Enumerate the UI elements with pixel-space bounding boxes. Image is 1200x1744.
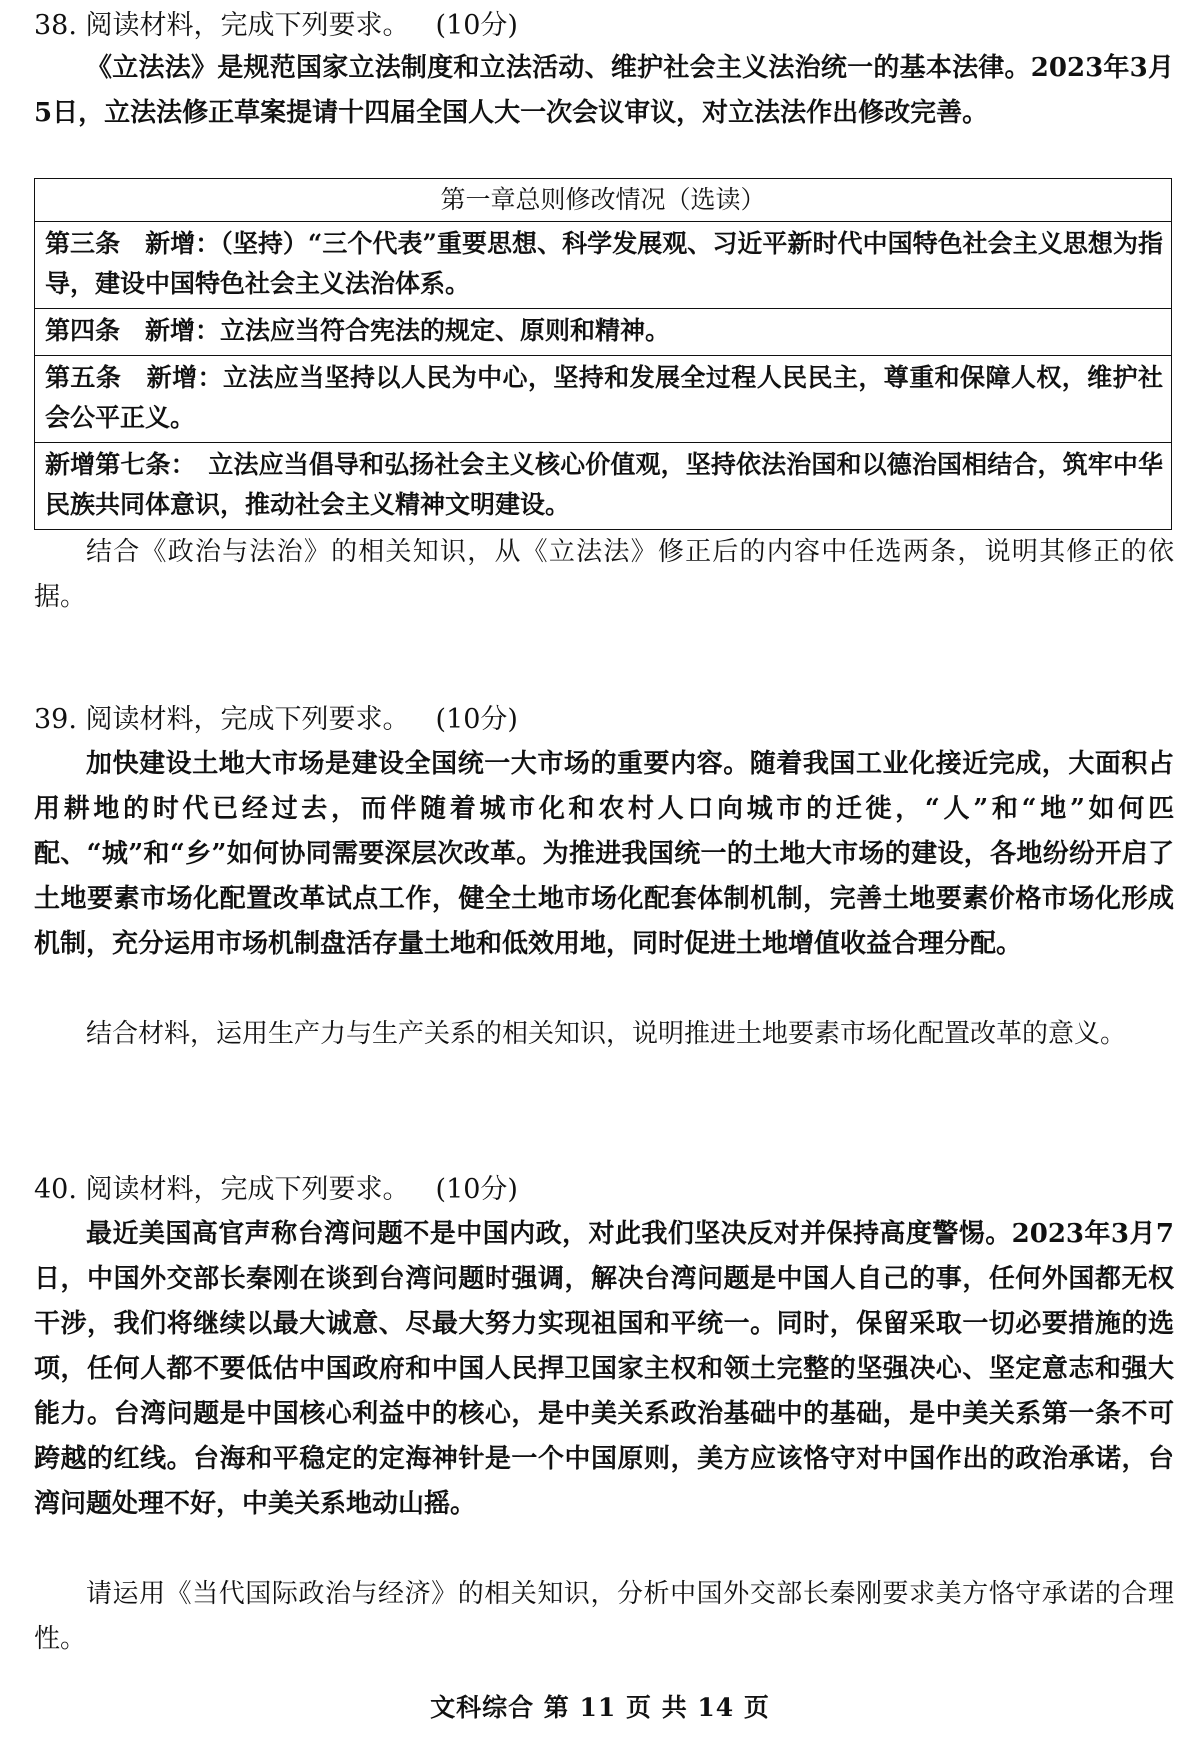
q38-intro: 《立法法》是规范国家立法制度和立法活动、维护社会主义法治统一的基本法律。2023年3月5日，立法法修正草案提请十四届全国人大一次会议审议，对立法法作出修改完善。 <box>34 53 1174 128</box>
q39-task: 结合材料，运用生产力与生产关系的相关知识，说明推进土地要素市场化配置改革的意义。 <box>86 1019 1127 1049</box>
table-caption: 第一章总则修改情况（选读） <box>35 179 1172 222</box>
q38-score: (10分) <box>435 10 518 41</box>
table-row <box>35 356 1172 443</box>
q39-head-text: 39. 阅读材料，完成下列要求。 <box>34 704 410 735</box>
q40-heading <box>34 1170 518 1210</box>
article-label: 第三条 新增： <box>45 229 221 258</box>
q38-heading <box>34 6 518 46</box>
table-row <box>35 222 1172 309</box>
article-label: 第五条 新增： <box>45 363 223 392</box>
q40-score: (10分) <box>435 1174 518 1205</box>
table-row <box>35 309 1172 356</box>
q38-task: 结合《政治与法治》的相关知识，从《立法法》修正后的内容中任选两条，说明其修正的依据。 <box>34 537 1174 612</box>
article-label: 新增第七条： <box>45 450 184 479</box>
article-text: 立法应当坚持以人民为中心，坚持和发展全过程人民民主，尊重和保障人权，维护社会公平正义。 <box>45 363 1163 432</box>
q38-head-text: 38. 阅读材料，完成下列要求。 <box>34 10 410 41</box>
article-text: 立法应当符合宪法的规定、原则和精神。 <box>220 316 671 345</box>
q40-head-text: 40. 阅读材料，完成下列要求。 <box>34 1174 410 1205</box>
q39-score: (10分) <box>435 704 518 735</box>
table-row <box>35 443 1172 530</box>
q39-material: 加快建设土地大市场是建设全国统一大市场的重要内容。随着我国工业化接近完成，大面积占用耕地的时代已经过去，而伴随着城市化和农村人口向城市的迁徙，“人”和“地”如何匹配、“城”和“乡”如何协同需要深层次改革。为推进我国统一的土地大市场的建设，各地纷纷开启了土地要素市场化配置改革试点工作，健全土地市场化配套体制机制，完善土地要素价格市场化形成机制，充分运用市场机制盘活存量土地和低效用地，同时促进土地增值收益合理分配。 <box>34 749 1174 959</box>
q40-material: 最近美国高官声称台湾问题不是中国内政，对此我们坚决反对并保持高度警惕。2023年3月7日，中国外交部长秦刚在谈到台湾问题时强调，解决台湾问题是中国人自己的事，任何外国都无权干涉，我们将继续以最大诚意、尽最大努力实现祖国和平统一。同时，保留采取一切必要措施的选项，任何人都不要低估中国政府和中国人民捍卫国家主权和领土完整的坚强决心、坚定意志和强大能力。台湾问题是中国核心利益中的核心，是中美关系政治基础中的基础，是中美关系第一条不可跨越的红线。台海和平稳定的定海神针是一个中国原则，美方应该恪守对中国作出的政治承诺，台湾问题处理不好，中美关系地动山摇。 <box>34 1219 1174 1519</box>
q40-task: 请运用《当代国际政治与经济》的相关知识，分析中国外交部长秦刚要求美方恪守承诺的合理性。 <box>34 1579 1174 1654</box>
article-text: 立法应当倡导和弘扬社会主义核心价值观，坚持依法治国和以德治国相结合，筑牢中华民族共同体意识，推动社会主义精神文明建设。 <box>45 450 1163 519</box>
page-footer: 文科综合 第 11 页 共 14 页 <box>430 1693 770 1722</box>
q39-heading <box>34 700 518 740</box>
amendment-table <box>34 178 1172 530</box>
article-text: （坚持）“三个代表”重要思想、科学发展观、习近平新时代中国特色社会主义思想为指导，建设中国特色社会主义法治体系。 <box>45 229 1163 298</box>
article-label: 第四条 新增： <box>45 316 221 345</box>
